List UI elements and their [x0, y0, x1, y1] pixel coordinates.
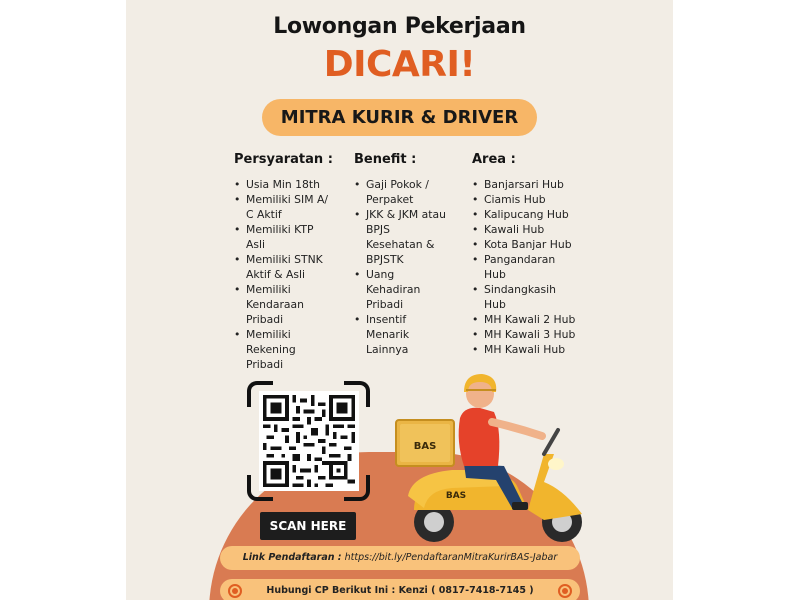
scooter-logo: BAS	[445, 491, 467, 501]
requirements-list	[234, 177, 334, 372]
list-item: • MH Kawali 3 Hub	[472, 327, 592, 342]
box-logo: BAS	[413, 441, 437, 452]
registration-link[interactable]: https://bit.ly/PendaftaranMitraKurirBAS-Jabar	[344, 552, 558, 563]
qr-code-graphic	[263, 395, 355, 487]
list-item: • Memiliki SIM A/ C Aktif	[234, 192, 334, 222]
courier-scooter-icon	[394, 370, 594, 550]
subheadline: DICARI!	[323, 44, 476, 85]
registration-link-bar[interactable]	[220, 546, 580, 570]
phone-icon	[558, 584, 572, 598]
area-title: Area :	[472, 152, 516, 167]
list-item: • Memiliki KTP Asli	[234, 222, 334, 252]
qr-code-icon[interactable]	[259, 391, 359, 491]
list-item: • Banjarsari Hub	[472, 177, 592, 192]
list-item: • Memiliki Rekening Pribadi	[234, 327, 334, 372]
benefit-list	[354, 177, 454, 357]
list-item: • JKK & JKM atau BPJS Kesehatan & BPJSTK	[354, 207, 454, 267]
qr-frame[interactable]	[247, 381, 370, 501]
benefit-title: Benefit :	[354, 152, 417, 167]
list-item: • Insentif Menarik Lainnya	[354, 312, 454, 357]
list-item: • Pangandaran Hub	[472, 252, 592, 282]
list-item: • Usia Min 18th	[234, 177, 334, 192]
list-item: • Sindangkasih Hub	[472, 282, 592, 312]
list-item: • Kalipucang Hub	[472, 207, 592, 222]
list-item: • Gaji Pokok / Perpaket	[354, 177, 454, 207]
headline: Lowongan Pekerjaan	[273, 14, 526, 39]
courier-scooter-illustration	[394, 370, 594, 550]
list-item: • MH Kawali Hub	[472, 342, 592, 357]
requirements-title: Persyaratan :	[234, 152, 333, 167]
area-column	[472, 152, 592, 357]
list-item: • Ciamis Hub	[472, 192, 592, 207]
list-item: • Memiliki STNK Aktif & Asli	[234, 252, 334, 282]
contact-bar	[220, 579, 580, 600]
scan-here-button[interactable]: SCAN HERE	[260, 512, 356, 540]
phone-icon	[228, 584, 242, 598]
position-pill: MITRA KURIR & DRIVER	[262, 99, 537, 136]
requirements-column	[234, 152, 334, 372]
contact-text: Hubungi CP Berikut Ini : Kenzi ( 0817-7418-7145 )	[266, 585, 534, 596]
list-item: • Uang Kehadiran Pribadi	[354, 267, 454, 312]
benefit-column	[354, 152, 454, 357]
link-label: Link Pendaftaran :	[242, 552, 342, 563]
list-item: • Kawali Hub	[472, 222, 592, 237]
list-item: • Kota Banjar Hub	[472, 237, 592, 252]
job-poster	[126, 0, 673, 600]
list-item: • Memiliki Kendaraan Pribadi	[234, 282, 334, 327]
area-list	[472, 177, 592, 357]
list-item: • MH Kawali 2 Hub	[472, 312, 592, 327]
